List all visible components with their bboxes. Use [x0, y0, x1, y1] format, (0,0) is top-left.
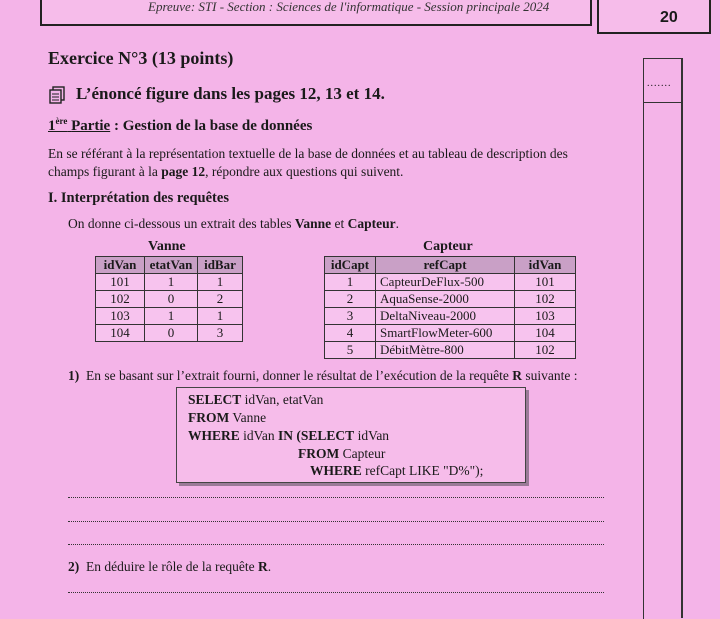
section1-text-a: On donne ci-dessous un extrait des tables	[68, 216, 295, 231]
query-line-1	[188, 392, 323, 408]
table-cell: 1	[145, 274, 198, 291]
intro-line-2-bold: page 12	[161, 164, 206, 179]
exam-header-text: Epreuve: STI - Section : Sciences de l'informatique - Session principale 2024	[148, 0, 550, 14]
table-cell: 104	[515, 325, 576, 342]
query-text: Vanne	[229, 410, 267, 425]
part1-label-rest: Partie	[71, 118, 111, 134]
table-cell: 102	[515, 291, 576, 308]
query-text: idVan, etatVan	[241, 392, 324, 407]
section1-text	[68, 216, 399, 232]
table-row	[96, 325, 243, 342]
question-2	[68, 559, 271, 575]
table-cell: 102	[96, 291, 145, 308]
query-keyword: WHERE	[188, 428, 240, 443]
vanne-col-header: etatVan	[145, 257, 198, 274]
section1-text-end: .	[395, 216, 399, 231]
query-line-4	[298, 446, 385, 462]
table-cell: 1	[325, 274, 376, 291]
table-row	[96, 274, 243, 291]
exercise-title: Exercice N°3 (13 points)	[48, 48, 234, 68]
page-number: 20	[660, 9, 678, 26]
query-text: refCapt LIKE "D%");	[361, 463, 484, 478]
table-cell: 0	[145, 291, 198, 308]
intro-line-2	[48, 164, 403, 180]
table-cell: 103	[515, 308, 576, 325]
table-cell: 3	[198, 325, 243, 342]
table-row	[325, 325, 576, 342]
query-text: Capteur	[339, 446, 386, 461]
question-2-bold: R	[258, 559, 268, 574]
query-keyword: FROM	[188, 410, 230, 425]
query-line-5	[310, 463, 483, 479]
question-2-number: 2)	[68, 559, 80, 574]
statement-note: L’énoncé figure dans les pages 12, 13 et 14.	[76, 84, 385, 103]
table-row	[325, 291, 576, 308]
part1-heading	[48, 116, 312, 135]
question-1-bold: R	[512, 368, 522, 383]
vanne-header-row	[96, 257, 243, 274]
table-cell: 1	[198, 308, 243, 325]
part1-label-sup: ère	[55, 116, 68, 126]
question-1	[68, 368, 577, 384]
table-cell: DeltaNiveau-2000	[376, 308, 515, 325]
capteur-col-header: idCapt	[325, 257, 376, 274]
vanne-table	[95, 256, 243, 342]
part1-title: : Gestion de la base de données	[113, 118, 313, 134]
table-cell: SmartFlowMeter-600	[376, 325, 515, 342]
table-cell: 5	[325, 342, 376, 359]
intro-line-1: En se référant à la représentation textuelle de la base de données et au tableau de description des	[48, 146, 568, 161]
table-row	[96, 291, 243, 308]
query-keyword: WHERE	[310, 463, 362, 478]
table-cell: 101	[515, 274, 576, 291]
table-cell: 104	[96, 325, 145, 342]
section1-text-vanne: Vanne	[294, 216, 332, 231]
answer-margin-divider	[681, 58, 683, 618]
answer-line[interactable]	[68, 521, 604, 522]
question-1-text: En se basant sur l’extrait fourni, donner le résultat de l’exécution de la requête	[86, 368, 513, 383]
query-line-2	[188, 410, 266, 426]
query-text: (	[293, 428, 301, 443]
capteur-header-row	[325, 257, 576, 274]
table-row	[325, 342, 576, 359]
query-keyword: SELECT	[188, 392, 242, 407]
document-icon	[48, 86, 66, 104]
query-text: idVan	[239, 428, 279, 443]
table-cell: 4	[325, 325, 376, 342]
capteur-table-title: Capteur	[423, 239, 473, 254]
query-line-3	[188, 428, 389, 444]
question-2-text-end: .	[267, 559, 272, 574]
table-cell: 2	[198, 291, 243, 308]
table-row	[96, 308, 243, 325]
query-keyword: IN	[278, 428, 294, 443]
capteur-table	[324, 256, 576, 359]
table-cell: 0	[145, 325, 198, 342]
query-keyword: FROM	[298, 446, 340, 461]
table-cell: 101	[96, 274, 145, 291]
section1-title: I. Interprétation des requêtes	[48, 190, 229, 206]
query-keyword: SELECT	[300, 428, 355, 443]
intro-line-2-b: , répondre aux questions qui suivent.	[205, 164, 404, 179]
section1-text-capteur: Capteur	[347, 216, 396, 231]
vanne-col-header: idVan	[96, 257, 145, 274]
section1-text-mid: et	[331, 216, 348, 231]
page-number-box	[597, 0, 711, 34]
table-cell: DébitMètre-800	[376, 342, 515, 359]
vanne-col-header: idBar	[198, 257, 243, 274]
table-cell: CapteurDeFlux-500	[376, 274, 515, 291]
intro-line-2-a: champs figurant à la	[48, 164, 162, 179]
table-cell: 3	[325, 308, 376, 325]
capteur-col-header: idVan	[515, 257, 576, 274]
part1-label-num: 1	[48, 118, 56, 134]
table-cell: 103	[96, 308, 145, 325]
answer-line[interactable]	[68, 497, 604, 498]
table-cell: AquaSense-2000	[376, 291, 515, 308]
table-row	[325, 308, 576, 325]
table-cell: 2	[325, 291, 376, 308]
question-1-number: 1)	[68, 368, 80, 383]
answer-margin-column	[643, 58, 682, 619]
query-text: idVan	[354, 428, 390, 443]
answer-margin-dots: .......	[647, 78, 672, 89]
vanne-table-title: Vanne	[148, 239, 186, 254]
capteur-col-header: refCapt	[376, 257, 515, 274]
table-cell: 1	[145, 308, 198, 325]
table-cell: 102	[515, 342, 576, 359]
table-cell: 1	[198, 274, 243, 291]
answer-line[interactable]	[68, 592, 604, 593]
answer-line[interactable]	[68, 544, 604, 545]
table-row	[325, 274, 576, 291]
question-1-text-end: suivante :	[521, 368, 578, 383]
question-2-text: En déduire le rôle de la requête	[86, 559, 259, 574]
